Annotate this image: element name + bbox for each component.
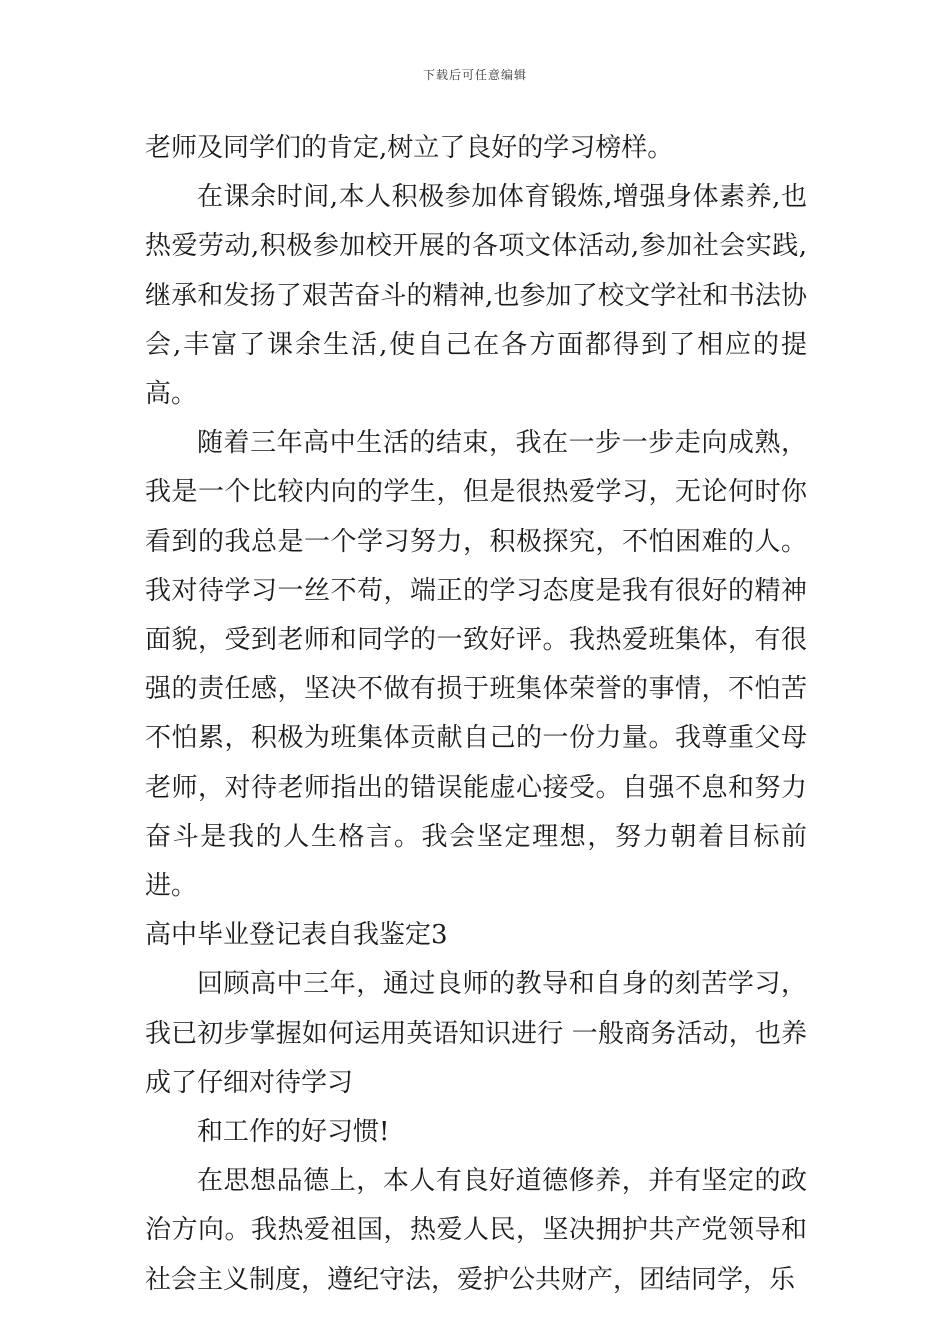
paragraph-2: 在课余时间,本人积极参加体育锻炼,增强身体素养,也热爱劳动,积极参加校开展的各项文体活动,参加社会实践,继承和发扬了艰苦奋斗的精神,也参加了校文学社和书法协会,丰富了课余生活,使自己在各方面都得到了相应的提高。 [145, 182, 807, 410]
section-heading: 高中毕业登记表自我鉴定3 [145, 920, 448, 951]
paragraph-1: 老师及同学们的肯定,树立了良好的学习榜样。 [145, 133, 674, 163]
paragraph-6: 在思想品德上，本人有良好道德修养，并有坚定的政治方向。我热爱祖国，热爱人民，坚决拥护共产党领导和社会主义制度，遵纪守法，爱护公共财产，团结同学，乐 [145, 1166, 807, 1295]
header-note: 下载后可任意编辑 [422, 68, 527, 82]
paragraph-4: 回顾高中三年，通过良师的教导和自身的刻苦学习，我已初步掌握如何运用英语知识进行 一般商务活动，也养成了仔细对待学习 [145, 969, 807, 1098]
paragraph-5: 和工作的好习惯! [197, 1117, 390, 1148]
document-body [145, 124, 807, 1305]
paragraph-3: 随着三年高中生活的结束，我在一步一步走向成熟，我是一个比较内向的学生，但是很热爱学习，无论何时你看到的我总是一个学习努力，积极探究，不怕困难的人。我对待学习一丝不苟，端正的学习态度是我有很好的精神面貌，受到老师和同学的一致好评。我热爱班集体，有很强的责任感，坚决不做有损于班集体荣誉的事情，不怕苦不怕累，积极为班集体贡献自己的一份力量。我尊重父母老师，对待老师指出的错误能虚心接受。自强不息和努力奋斗是我的人生格言。我会坚定理想，努力朝着目标前进。 [145, 428, 807, 902]
